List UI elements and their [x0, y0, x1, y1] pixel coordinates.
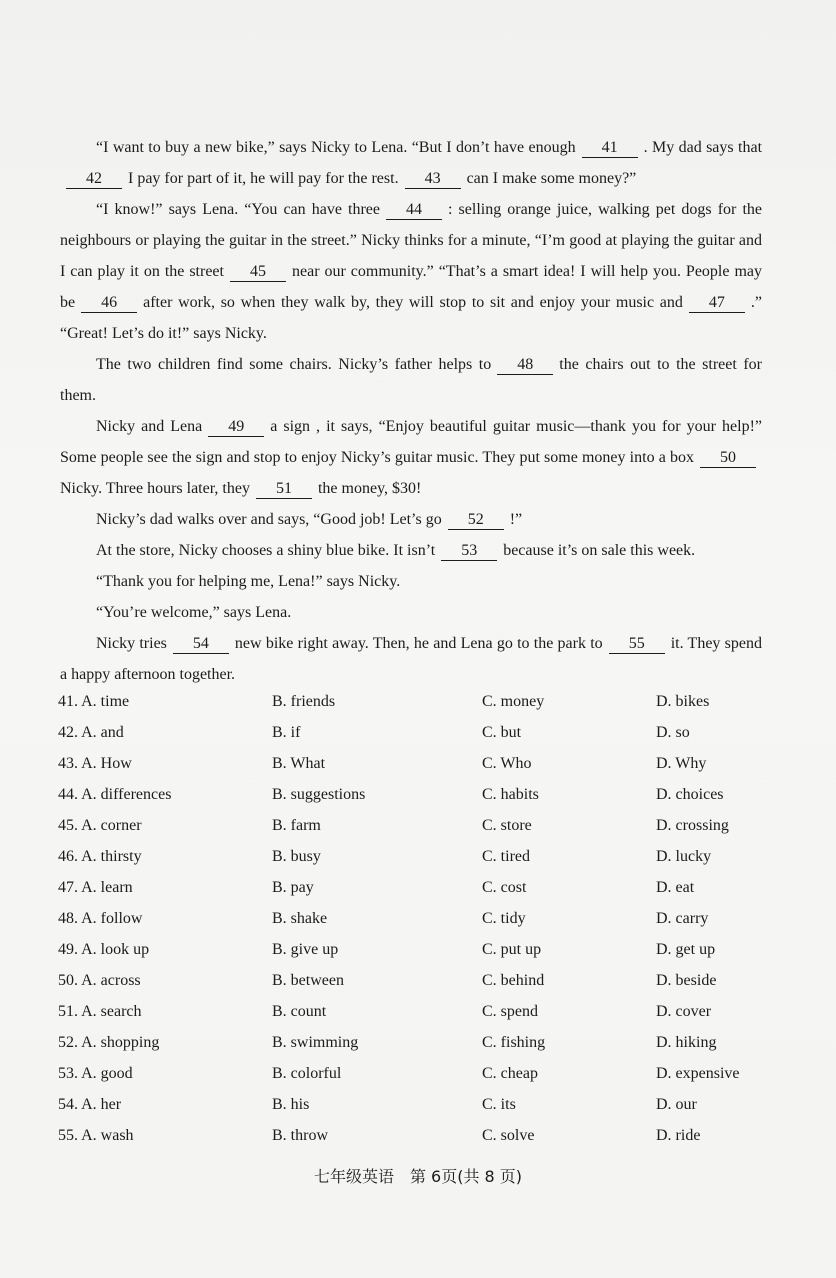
option-c: C. cheap	[482, 1065, 538, 1082]
question-row-42	[58, 719, 798, 750]
question-row-49	[58, 936, 798, 967]
option-a: 54. A. her	[58, 1096, 122, 1113]
option-a: 46. A. thirsty	[58, 848, 142, 865]
option-b: B. What	[272, 755, 326, 772]
option-c: C. put up	[482, 941, 542, 958]
option-d: D. bikes	[656, 693, 710, 710]
option-a: 50. A. across	[58, 972, 141, 989]
option-a: 41. A. time	[58, 693, 130, 710]
blank-46: 46	[81, 294, 137, 313]
option-c: C. spend	[482, 1003, 538, 1020]
question-row-54	[58, 1091, 798, 1122]
question-row-41	[58, 688, 798, 719]
option-d: D. crossing	[656, 817, 729, 834]
option-b: B. colorful	[272, 1065, 342, 1082]
option-a: 45. A. corner	[58, 817, 142, 834]
option-d: D. expensive	[656, 1065, 740, 1082]
option-a: 47. A. learn	[58, 879, 133, 896]
question-row-45	[58, 812, 798, 843]
page-footer: 七年级英语 第 6页(共 8 页)	[313, 1167, 523, 1186]
option-d: D. eat	[656, 879, 695, 896]
option-c: C. Who	[482, 755, 532, 772]
blank-50: 50	[700, 449, 756, 468]
paragraph-2: “I know!” says Lena. “You can have three 44 : selling orange juice, walking pet dogs for the neighbours or playing the guitar in the street.” Nicky thinks for a minute, “I’m good at playing the guitar and I can play it on the street 45 near our community.” “That’s a smart idea! I will help you. People may be 46 after work, so when they walk by, they will stop to sit and enjoy your music and 47 .” “Great! Let’s do it!” says Nicky.	[60, 201, 762, 342]
option-c: C. cost	[482, 879, 527, 896]
question-row-43	[58, 750, 798, 781]
paragraph-4: Nicky and Lena 49 a sign , it says, “Enjoy beautiful guitar music—thank you for your help!” Some people see the sign and stop to enjoy Nicky’s guitar music. They put some money into a box 50Nicky. Three hours later, they 51 the money, $30!	[60, 418, 762, 497]
option-b: B. between	[272, 972, 344, 989]
option-d: D. beside	[656, 972, 717, 989]
question-row-53	[58, 1060, 798, 1091]
option-d: D. cover	[656, 1003, 712, 1020]
blank-54: 54	[173, 635, 229, 654]
option-b: B. swimming	[272, 1034, 359, 1051]
blank-47: 47	[689, 294, 745, 313]
option-d: D. ride	[656, 1127, 701, 1144]
question-row-52	[58, 1029, 798, 1060]
option-d: D. choices	[656, 786, 724, 803]
option-d: D. carry	[656, 910, 709, 927]
blank-48: 48	[497, 356, 553, 375]
question-row-55	[58, 1122, 798, 1153]
question-row-48	[58, 905, 798, 936]
option-a: 53. A. good	[58, 1065, 133, 1082]
option-b: B. count	[272, 1003, 327, 1020]
option-c: C. store	[482, 817, 532, 834]
option-a: 51. A. search	[58, 1003, 142, 1020]
blank-49: 49	[208, 418, 264, 437]
option-a: 48. A. follow	[58, 910, 143, 927]
option-a: 49. A. look up	[58, 941, 150, 958]
option-d: D. get up	[656, 941, 716, 958]
paragraph-9: Nicky tries 54 new bike right away. Then, he and Lena go to the park to 55 it. They spend a happy afternoon together.	[60, 635, 762, 683]
option-a: 42. A. and	[58, 724, 124, 741]
cloze-passage	[60, 132, 762, 690]
blank-45: 45	[230, 263, 286, 282]
option-c: C. behind	[482, 972, 545, 989]
answer-options	[58, 688, 798, 1153]
question-row-46	[58, 843, 798, 874]
option-c: C. fishing	[482, 1034, 546, 1051]
paragraph-8: “You’re welcome,” says Lena.	[96, 604, 292, 621]
option-d: D. hiking	[656, 1034, 717, 1051]
option-b: B. farm	[272, 817, 321, 834]
option-d: D. Why	[656, 755, 707, 772]
blank-41: 41	[582, 139, 638, 158]
blank-51: 51	[256, 480, 312, 499]
blank-44: 44	[386, 201, 442, 220]
blank-42: 42	[66, 170, 122, 189]
question-row-51	[58, 998, 798, 1029]
paragraph-1: “I want to buy a new bike,” says Nicky to Lena. “But I don’t have enough 41 . My dad says that42 I pay for part of it, he will pay for the rest. 43 can I make some money?”	[60, 132, 762, 194]
blank-52: 52	[448, 511, 504, 530]
option-a: 43. A. How	[58, 755, 132, 772]
option-a: 52. A. shopping	[58, 1034, 160, 1051]
option-c: C. tired	[482, 848, 530, 865]
option-c: C. habits	[482, 786, 539, 803]
option-c: C. but	[482, 724, 522, 741]
option-a: 44. A. differences	[58, 786, 172, 803]
option-b: B. shake	[272, 910, 328, 927]
option-d: D. our	[656, 1096, 697, 1113]
question-row-47	[58, 874, 798, 905]
option-d: D. so	[656, 724, 690, 741]
option-b: B. throw	[272, 1127, 328, 1144]
option-a: 55. A. wash	[58, 1127, 134, 1144]
option-b: B. give up	[272, 941, 339, 958]
option-c: C. its	[482, 1096, 516, 1113]
option-c: C. money	[482, 693, 545, 710]
option-b: B. his	[272, 1096, 310, 1113]
blank-55: 55	[609, 635, 665, 654]
blank-53: 53	[441, 542, 497, 561]
option-b: B. if	[272, 724, 301, 741]
option-b: B. pay	[272, 879, 314, 896]
option-d: D. lucky	[656, 848, 712, 865]
question-row-50	[58, 967, 798, 998]
paragraph-7: “Thank you for helping me, Lena!” says Nicky.	[96, 573, 401, 590]
paragraph-3: The two children find some chairs. Nicky’s father helps to 48 the chairs out to the street for them.	[60, 356, 763, 404]
option-c: C. solve	[482, 1127, 535, 1144]
option-b: B. friends	[272, 693, 336, 710]
paragraph-6: At the store, Nicky chooses a shiny blue bike. It isn’t 53 because it’s on sale this week.	[96, 542, 696, 559]
blank-43: 43	[405, 170, 461, 189]
paragraph-5: Nicky’s dad walks over and says, “Good job! Let’s go 52 !”	[96, 511, 523, 528]
option-b: B. busy	[272, 848, 321, 865]
question-row-44	[58, 781, 798, 812]
option-b: B. suggestions	[272, 786, 366, 803]
option-c: C. tidy	[482, 910, 526, 927]
